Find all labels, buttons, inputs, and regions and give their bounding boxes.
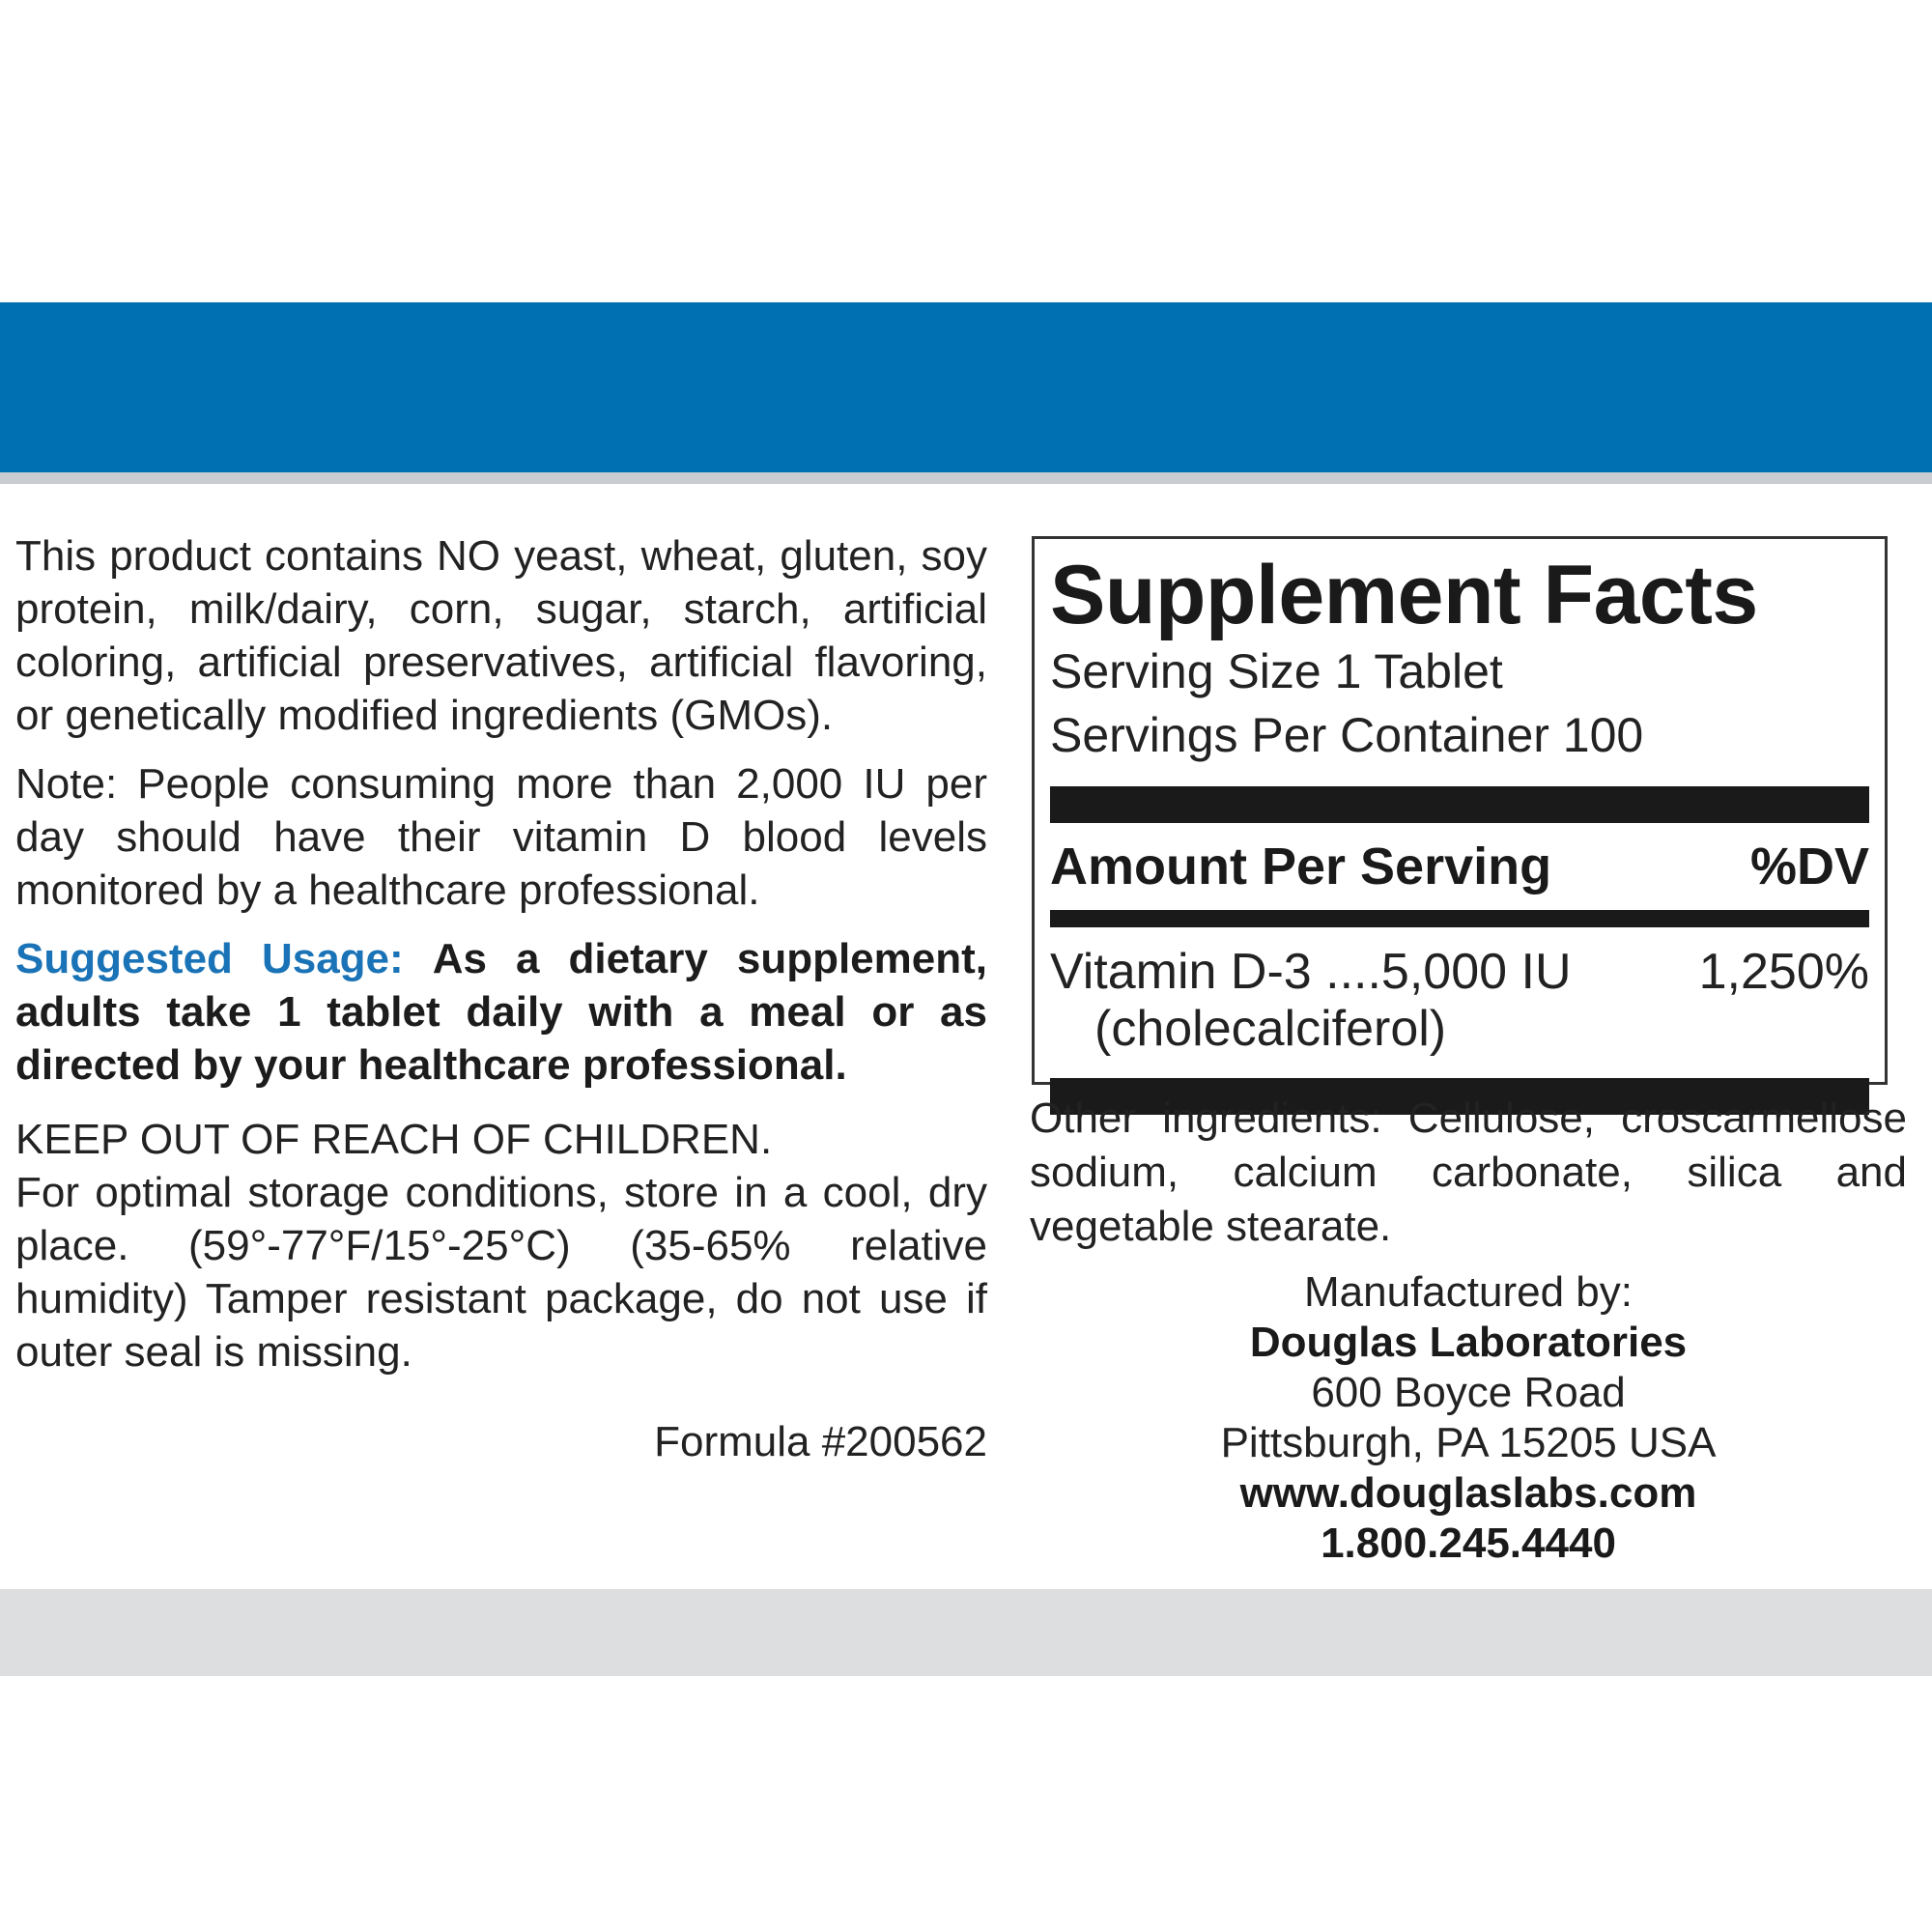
manufacturer-website: www.douglaslabs.com <box>1239 1469 1697 1517</box>
top-color-band <box>0 302 1932 472</box>
dv-header: %DV <box>1749 838 1869 895</box>
other-ingredients: Other ingredients: Cellulose, croscarmellose sodium, calcium carbonate, silica and vegetable stearate. <box>1030 1094 1907 1250</box>
storage-block <box>15 1113 987 1378</box>
nutrient-subname: (cholecalciferol) <box>1094 1001 1447 1057</box>
suggested-usage-label: Suggested Usage: <box>15 935 404 982</box>
nutrient-row <box>1050 943 1869 1001</box>
top-band-shadow <box>0 472 1932 484</box>
storage-text: For optimal storage conditions, store in a cool, dry place. (59°-77°F/15°-25°C) (35-65% relative humidity) Tamper resistant package, do not use if outer seal is missing. <box>15 1169 987 1376</box>
allergen-statement: This product contains NO yeast, wheat, gluten, soy protein, milk/dairy, corn, sugar, starch, artificial coloring, artificial preservatives, artificial flavoring, or genetically modified ingredients (GMOs). <box>15 532 987 739</box>
facts-title: Supplement Facts <box>1050 549 1758 641</box>
manufacturer-phone: 1.800.245.4440 <box>1321 1520 1616 1567</box>
nutrient-dv: 1,250% <box>1698 944 1869 1000</box>
warning-heading: KEEP OUT OF REACH OF CHILDREN. <box>15 1116 773 1163</box>
serving-size: Serving Size 1 Tablet <box>1050 644 1503 698</box>
facts-divider-thick <box>1050 786 1869 823</box>
facts-divider-medium <box>1050 910 1869 927</box>
vitamin-d-note: Note: People consuming more than 2,000 IU per day should have their vitamin D blood levels monitored by a healthcare professional. <box>15 760 987 914</box>
manufacturer-city: Pittsburgh, PA 15205 USA <box>1220 1419 1717 1466</box>
supplement-facts-panel <box>1032 536 1888 1085</box>
amount-header-row <box>1050 823 1869 910</box>
manufactured-by-label: Manufactured by: <box>1304 1268 1633 1316</box>
manufacturer-street: 600 Boyce Road <box>1311 1369 1626 1416</box>
servings-per-container: Servings Per Container 100 <box>1050 708 1644 762</box>
bottom-gray-band <box>0 1589 1932 1676</box>
suggested-usage <box>15 932 987 1092</box>
manufacturer-name: Douglas Laboratories <box>1249 1319 1688 1366</box>
suggested-usage-text: As a dietary supplement, adults take 1 tablet daily with a meal or as directed by your healthcare professional. <box>15 935 987 1089</box>
nutrient-name-amount: Vitamin D-3 ....5,000 IU <box>1050 944 1572 1000</box>
left-column <box>15 529 987 1511</box>
amount-per-serving-header: Amount Per Serving <box>1050 838 1552 895</box>
manufacturer-block <box>1030 1267 1907 1569</box>
formula-number: Formula #200562 <box>654 1418 987 1465</box>
